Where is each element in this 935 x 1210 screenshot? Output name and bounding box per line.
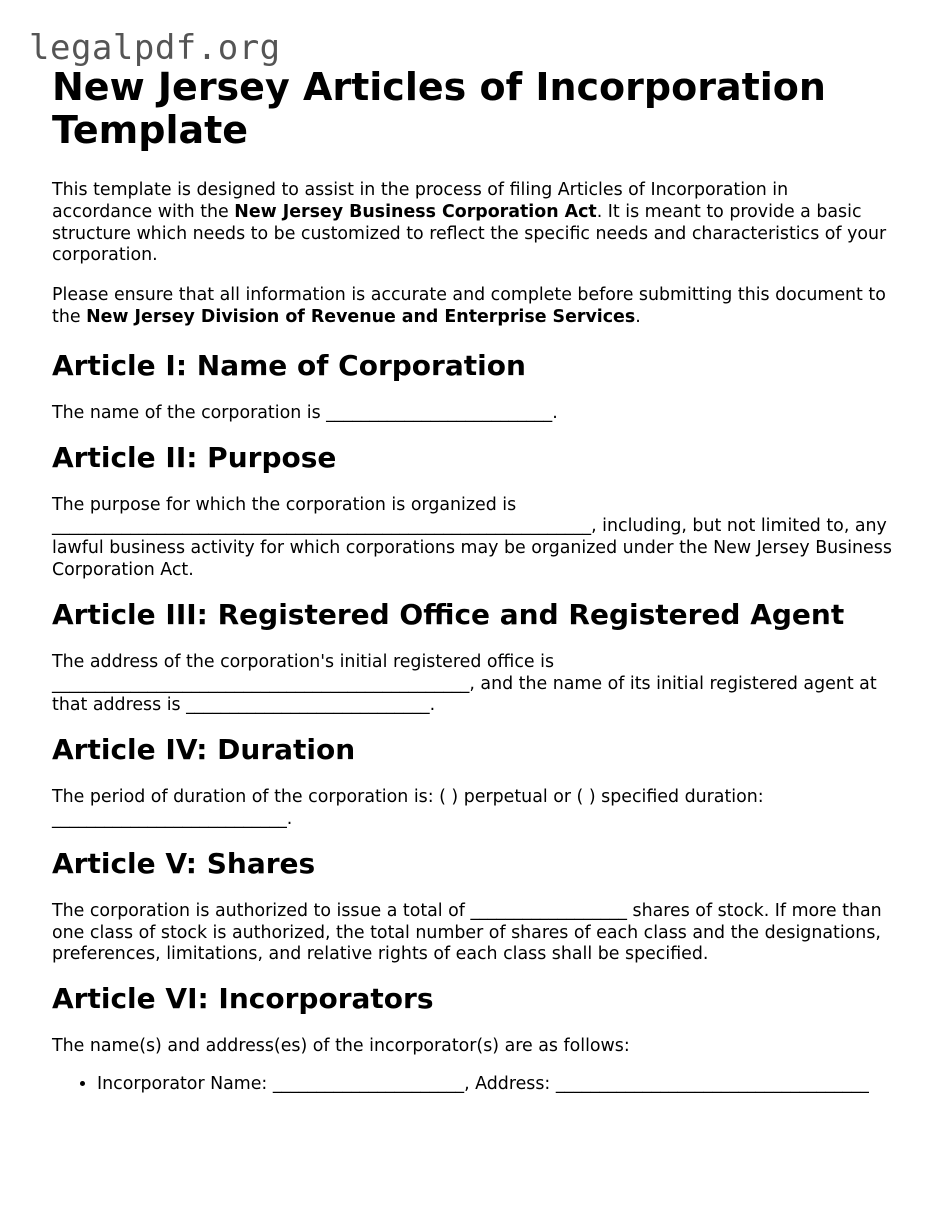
document-page	[52, 66, 892, 1096]
intro-bold-agency: New Jersey Division of Revenue and Enterprise Services	[86, 306, 636, 327]
page-title: New Jersey Articles of Incorporation Template	[52, 65, 826, 152]
intro-paragraph-2	[52, 285, 892, 329]
article-1-heading: Article I: Name of Corporation	[52, 348, 526, 382]
intro-text: This template is designed to assist in the process of filing Articles of Incorporation in accordance with the	[52, 180, 789, 222]
article-5-heading: Article V: Shares	[52, 846, 316, 880]
article-4-text: The period of duration of the corporation is: ( ) perpetual or ( ) specified duration: ___________________________.	[52, 787, 764, 829]
incorporator-list	[52, 1074, 892, 1096]
intro-bold-act: New Jersey Business Corporation Act	[234, 201, 597, 222]
article-1-text: The name of the corporation is __________________________.	[52, 402, 558, 423]
intro-text: Please ensure that all information is accurate and complete before submitting this document to the	[52, 285, 886, 327]
article-6-text: The name(s) and address(es) of the incorporator(s) are as follows:	[52, 1036, 630, 1057]
article-5-text: The corporation is authorized to issue a total of __________________ shares of stock. If more than one class of stock is authorized, the total number of shares of each class and the designations, preferences, limitations, and relative rights of each class shall be specified.	[52, 900, 882, 965]
article-3-text: The address of the corporation's initial registered office is ________________________________________________, and the name of its initial registered agent at that address is ____________________________.	[52, 651, 877, 716]
intro-text: .	[635, 306, 641, 327]
article-4-heading: Article IV: Duration	[52, 733, 356, 767]
intro-text: . It is meant to provide a basic structure which needs to be customized to reflect the specific needs and characteristics of your corporation.	[52, 201, 887, 266]
watermark-logo: legalpdf.org	[29, 28, 281, 68]
article-2-text: The purpose for which the corporation is organized is ______________________________________________________________, including, but not limited to, any lawful business activity for which corporations may be organized under the New Jersey Business Corporation Act.	[52, 494, 892, 580]
list-item: • Incorporator Name: ______________________, Address: ____________________________________	[97, 1074, 892, 1096]
intro-paragraph-1	[52, 180, 892, 267]
article-2-heading: Article II: Purpose	[52, 440, 337, 474]
article-6-heading: Article VI: Incorporators	[52, 982, 434, 1016]
article-3-heading: Article III: Registered Office and Registered Agent	[52, 597, 845, 631]
